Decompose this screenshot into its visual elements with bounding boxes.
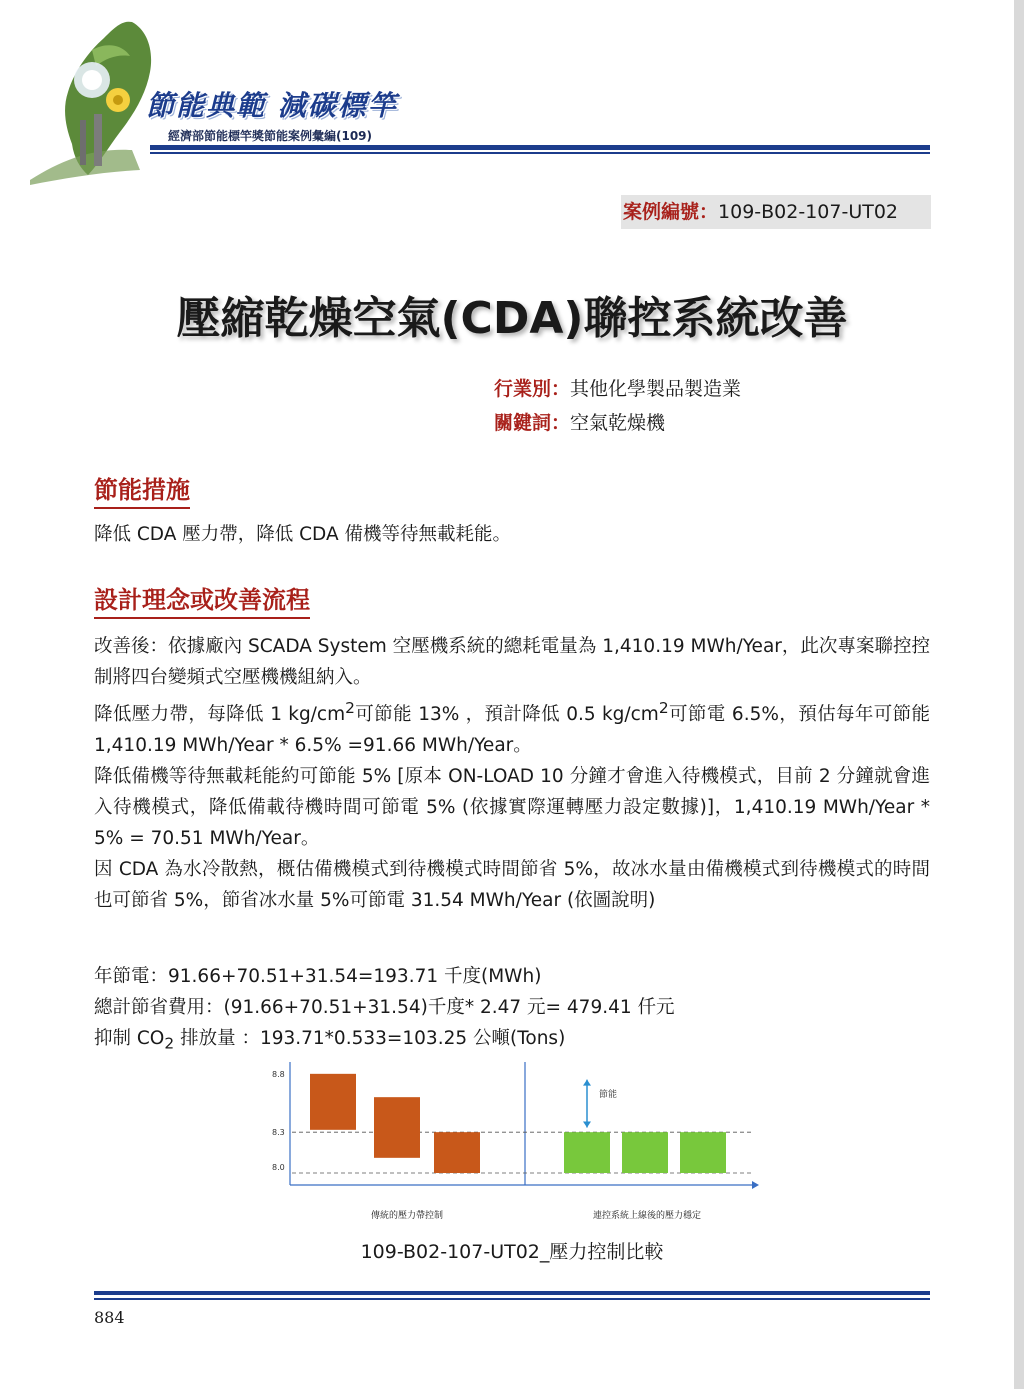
chart-bar-linked — [564, 1132, 610, 1173]
keywords-line — [494, 408, 665, 435]
footer-divider-thin — [94, 1298, 930, 1300]
chart-bar-traditional — [434, 1132, 480, 1173]
chart-bar-linked — [622, 1132, 668, 1173]
savings-arrow-head-bottom — [583, 1122, 591, 1128]
superscript-2: 2 — [345, 699, 355, 717]
page-number: 884 — [94, 1308, 125, 1327]
page-title: 壓縮乾燥空氣(CDA)聯控系統改善 — [176, 293, 848, 344]
page-edge — [1014, 0, 1024, 1389]
logo-slogan: 節能典範 減碳標竿 — [146, 89, 398, 122]
case-number-value: 109-B02-107-UT02 — [718, 201, 899, 223]
chart-annotation: 節能 — [599, 1090, 618, 1101]
design-paragraph-1: 改善後：依據廠內 SCADA System 空壓機系統的總耗電量為 1,410.19 MWh/Year，此次專案聯控控制將四台變頻式空壓機機組納入。 — [94, 636, 930, 688]
cost-savings: 總計節省費用：(91.66+70.51+31.54)千度* 2.47 元= 479.41 仟元 — [94, 997, 675, 1018]
chart-bar-traditional — [374, 1097, 420, 1158]
figure-caption: 109-B02-107-UT02_壓力控制比較 — [360, 1241, 664, 1263]
industry-label: 行業別： — [494, 378, 571, 400]
design-body — [94, 631, 930, 916]
p2-part-a: 降低壓力帶，每降低 1 kg/cm — [94, 704, 346, 726]
superscript-2b: 2 — [658, 699, 669, 717]
keywords-label: 關鍵詞： — [494, 412, 571, 434]
chart-bar-traditional — [310, 1074, 356, 1130]
p2-part-c: 可節電 6.5%，預估每年可節能 1,410.19 MWh/Year * 6.5% =91.66 MWh/Year。 — [94, 704, 930, 757]
industry-line — [494, 374, 741, 401]
pressure-comparison-chart — [262, 1058, 762, 1228]
chart-right-category-label: 連控系統上線後的壓力穩定 — [592, 1211, 702, 1221]
p2-part-b: 可節能 13% ，預計降低 0.5 kg/cm — [354, 704, 659, 726]
design-paragraph-4: 因 CDA 為水冷散熱，概估備機模式到待機模式時間節省 5%，故冰水量由備機模式到待機模式的時間也可節省 5%，節省冰水量 5%可節電 31.54 MWh/Year (依圖說明) — [94, 859, 930, 912]
co2-reduction — [94, 1023, 930, 1060]
measures-heading: 節能措施 — [94, 470, 190, 509]
header-divider — [150, 145, 930, 150]
design-heading: 設計理念或改善流程 — [94, 580, 310, 619]
chart-left-category-label: 傳統的壓力帶控制 — [370, 1211, 444, 1221]
design-paragraph-2 — [94, 693, 930, 761]
co2-subscript: 2 — [164, 1034, 175, 1053]
co2-part-b: 排放量 ：193.71*0.533=103.25 公噸(Tons) — [174, 1028, 566, 1049]
logo-subtitle: 經濟部節能標竿獎節能案例彙編(109) — [168, 129, 373, 143]
footer-divider — [94, 1291, 930, 1295]
case-number-label: 案例編號： — [623, 201, 719, 223]
design-paragraph-3: 降低備機等待無載耗能約可節能 5% [原本 ON-LOAD 10 分鐘才會進入待機模式，目前 2 分鐘就會進入待機模式，降低備載待機時間可節電 5% (依據實際運轉壓力設定數據)]，1,410.19 MWh/Year * 5% = 70.51 MWh/Year。 — [94, 766, 930, 850]
industry-value: 其他化學製品製造業 — [570, 378, 742, 400]
co2-part-a: 抑制 CO — [94, 1028, 165, 1049]
measures-body: 降低 CDA 壓力帶，降低 CDA 備機等待無載耗能。 — [94, 524, 512, 545]
summary-block — [94, 961, 930, 1060]
chart-bar-linked — [680, 1132, 726, 1173]
chart-x-axis-arrow — [752, 1181, 759, 1189]
annual-savings: 年節電：91.66+70.51+31.54=193.71 千度(MWh) — [94, 966, 542, 987]
savings-arrow-head-top — [583, 1080, 591, 1086]
chart-y-tick-label: 8.8 — [272, 1069, 285, 1079]
keywords-value: 空氣乾燥機 — [570, 412, 666, 434]
header-divider-thin — [150, 152, 930, 154]
chart-y-tick-label: 8.3 — [272, 1128, 285, 1138]
chart-y-tick-label: 8.0 — [272, 1163, 285, 1173]
case-number-box — [621, 195, 931, 229]
